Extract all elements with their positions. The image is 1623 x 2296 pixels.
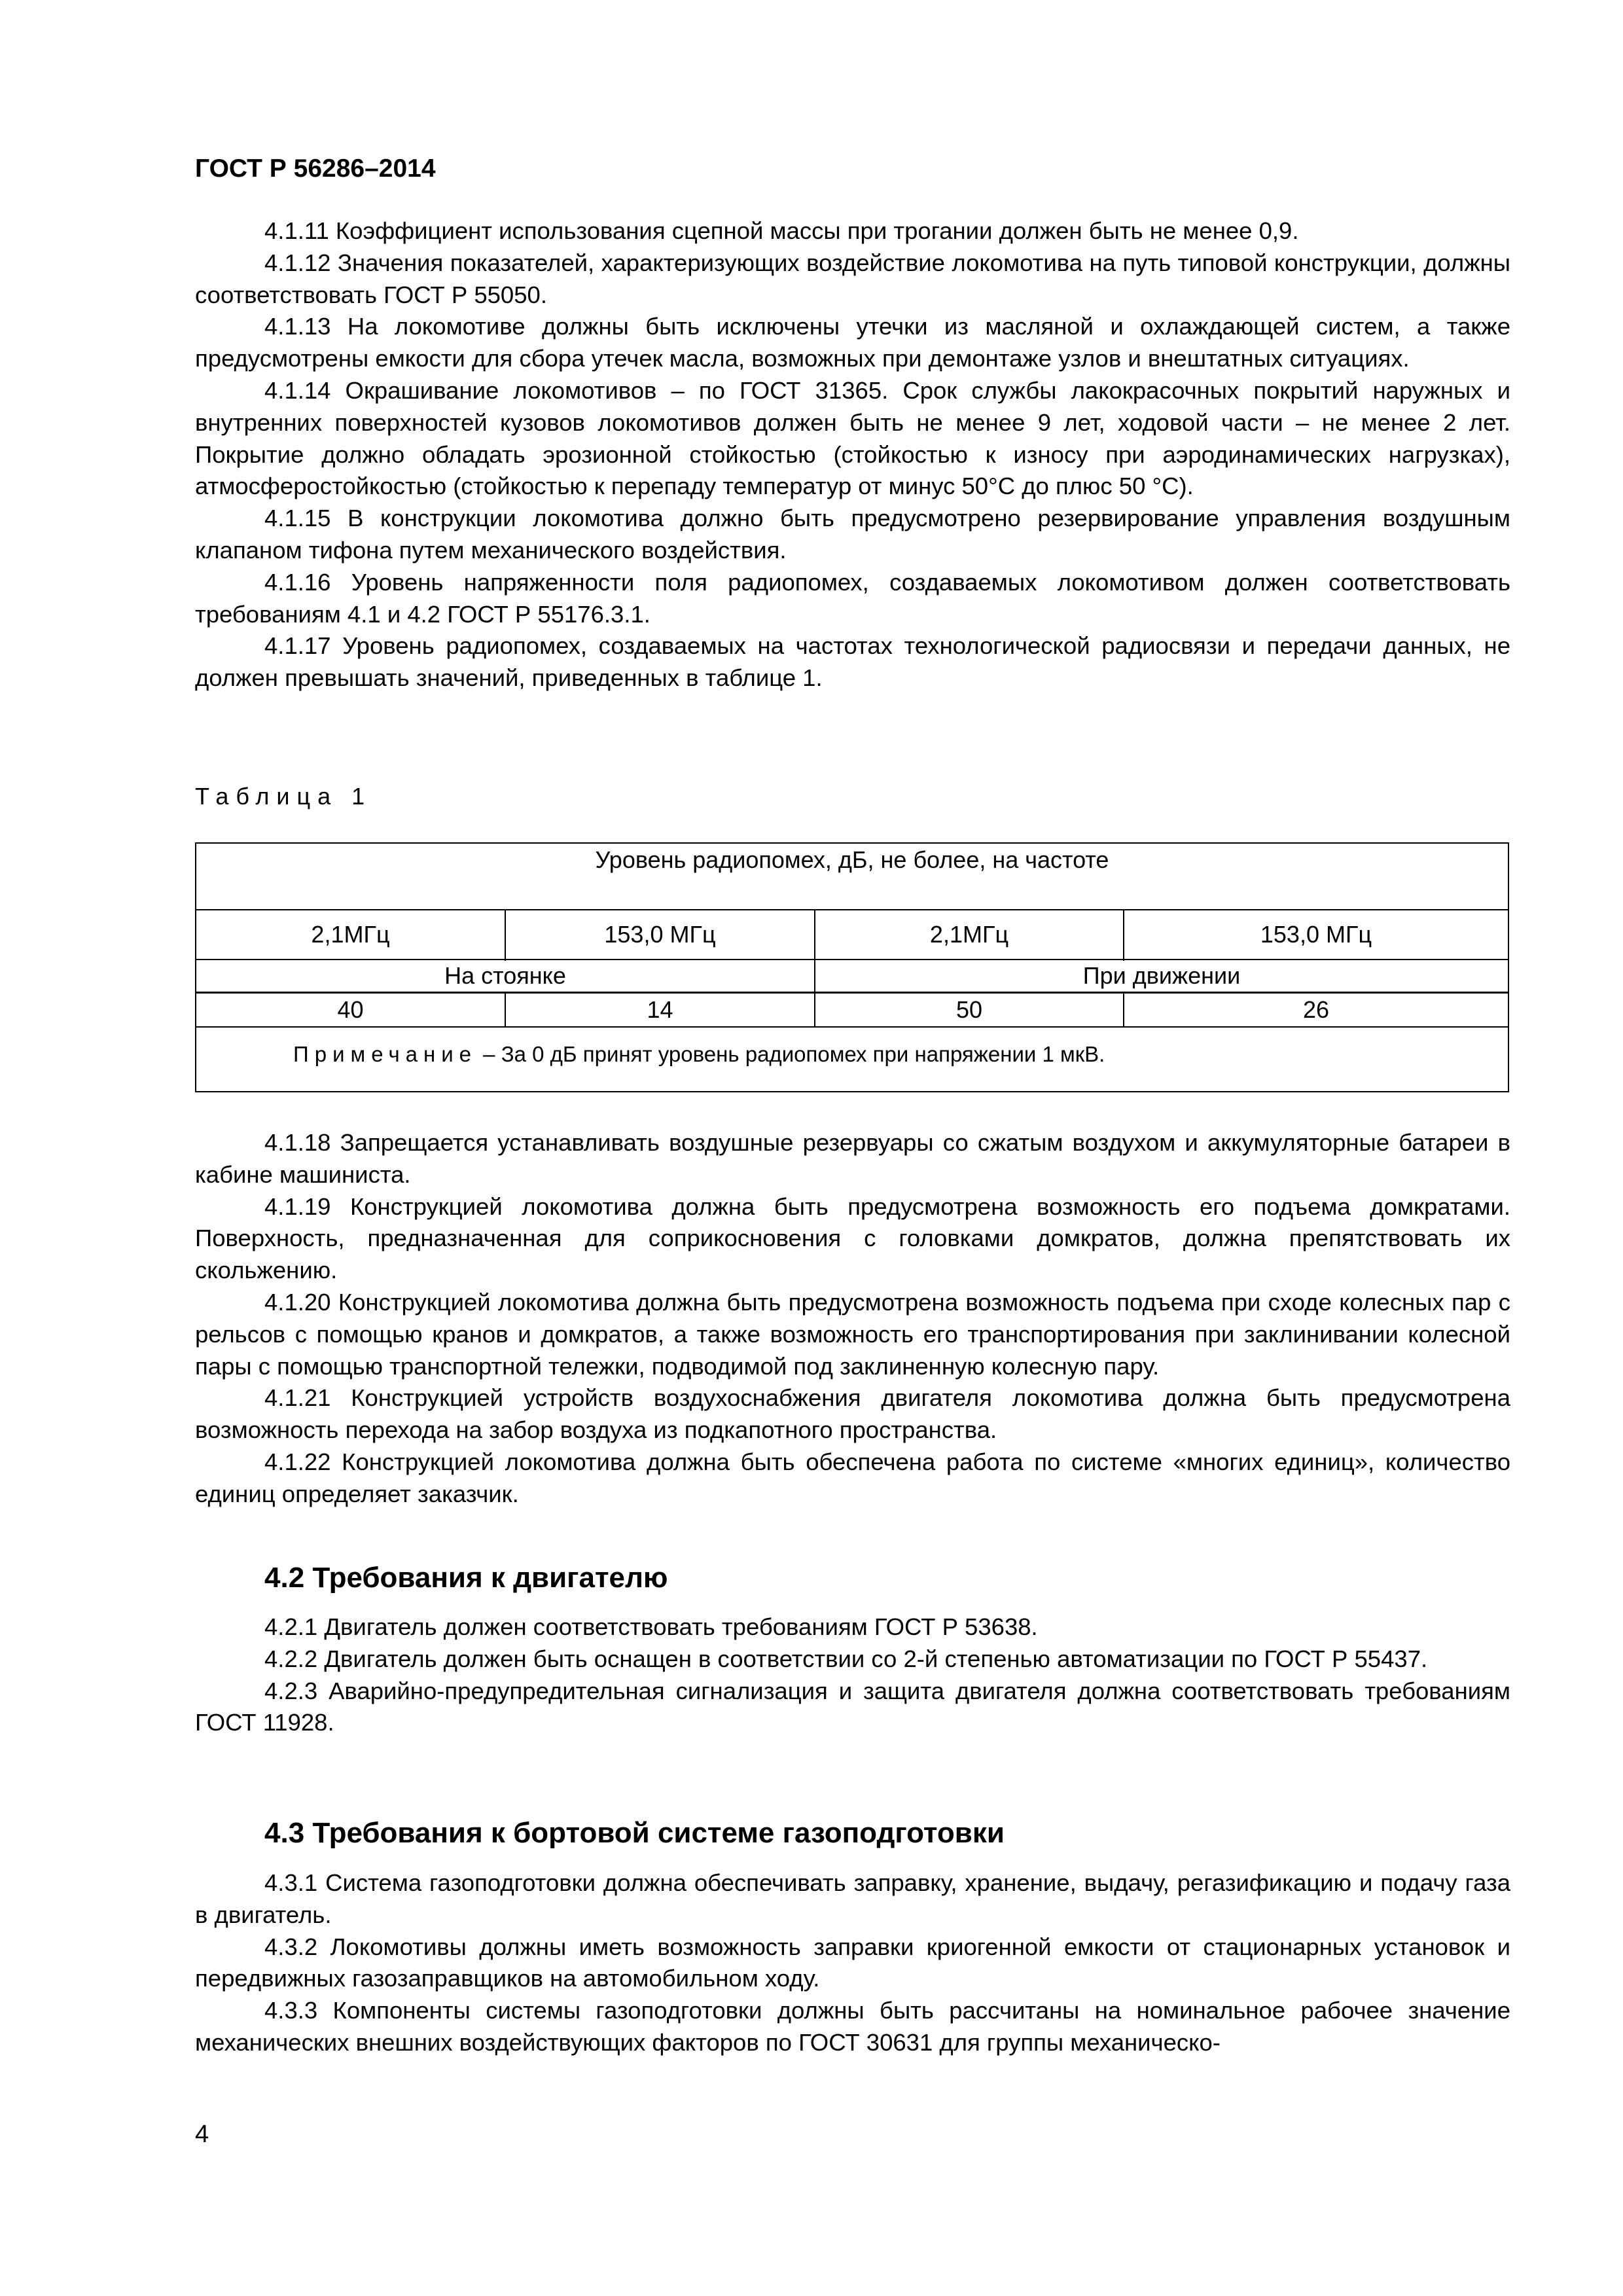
table-note-text: – За 0 дБ принят уровень радиопомех при напряжении 1 мкВ. <box>477 1042 1105 1066</box>
table-cell-frequency: 2,1МГц <box>929 921 1009 948</box>
table-cell-frequency: 2,1МГц <box>311 921 390 948</box>
section-4-3-paragraphs <box>195 1867 1510 2059</box>
paragraph-4-2-3: 4.2.3 Аварийно-предупредительная сигнализация и защита двигателя должна соответствовать требованиям ГОСТ 11928. <box>195 1677 1510 1736</box>
paragraph-4-1-14: 4.1.14 Окрашивание локомотивов – по ГОСТ 31365. Срок службы лакокрасочных покрытий наружных и внутренних поверхностей кузовов локомотивов должен быть не менее 9 лет, ходовой части – не менее 2 лет. Покрытие должно обладать эрозионной стойкостью (стойкостью к износу при аэродинамических нагрузках), атмосферостойкостью (стойкостью к перепаду температур от минус 50°С до плюс 50 °С). <box>195 376 1510 500</box>
table-divider <box>196 1026 1508 1028</box>
table-cell-value: 50 <box>955 996 983 1023</box>
section-heading-4-2: 4.2 Требования к двигателю <box>264 1562 668 1594</box>
paragraph-4-2-1: 4.2.1 Двигатель должен соответствовать требованиям ГОСТ Р 53638. <box>264 1613 1038 1640</box>
document-page <box>195 0 1510 2296</box>
paragraph-4-1-17: 4.1.17 Уровень радиопомех, создаваемых на частотах технологической радиосвязи и передачи данных, не должен превышать значений, приведенных в таблице 1. <box>195 632 1510 692</box>
table-cell-frequency: 153,0 МГц <box>1260 921 1372 948</box>
table-divider <box>1123 909 1124 961</box>
table-cell-group: При движении <box>1082 962 1241 989</box>
radio-interference-table <box>195 842 1509 1092</box>
paragraph-4-1-16: 4.1.16 Уровень напряженности поля радиопомех, создаваемых локомотивом должен соответствовать требованиям 4.1 и 4.2 ГОСТ Р 55176.3.1. <box>195 568 1510 628</box>
table-cell-group: На стоянке <box>444 962 566 989</box>
section-heading-4-3: 4.3 Требования к бортовой системе газоподготовки <box>264 1817 1005 1849</box>
paragraph-4-1-15: 4.1.15 В конструкции локомотива должно быть предусмотрено резервирование управления воздушным клапаном тифона путем механического воздействия. <box>195 505 1510 564</box>
paragraph-4-1-21: 4.1.21 Конструкцией устройств воздухоснабжения двигателя локомотива должна быть предусмотрена возможность перехода на забор воздуха из подкапотного пространства. <box>195 1384 1510 1444</box>
paragraph-4-1-18: 4.1.18 Запрещается устанавливать воздушные резервуары со сжатым воздухом и аккумуляторные батареи в кабине машиниста. <box>195 1129 1510 1188</box>
paragraph-4-1-13: 4.1.13 На локомотиве должны быть исключены утечки из масляной и охлаждающей систем, а также предусмотрены емкости для сбора утечек масла, возможных при демонтаже узлов и внештатных ситуациях. <box>195 313 1510 372</box>
section-4-1-paragraphs-part1 <box>195 215 1510 694</box>
table-header-cell: Уровень радиопомех, дБ, не более, на частоте <box>595 846 1109 873</box>
table-cell-frequency: 153,0 МГц <box>604 921 716 948</box>
table-note <box>293 1039 1105 1070</box>
table-cell-value: 14 <box>647 996 673 1023</box>
table-divider <box>814 909 815 1026</box>
table-label: Таблица 1 <box>195 783 372 810</box>
paragraph-4-3-3: 4.3.3 Компоненты системы газоподготовки должны быть рассчитаны на номинальное рабочее значение механических внешних воздействующих факторов по ГОСТ 30631 для группы механическо- <box>195 1997 1510 2056</box>
paragraph-4-3-1: 4.3.1 Система газоподготовки должна обеспечивать заправку, хранение, выдачу, регазификацию и подачу газа в двигатель. <box>195 1869 1510 1928</box>
table-divider <box>505 992 506 1026</box>
table-values-row <box>196 994 1508 1026</box>
table-note-prefix: Примечание <box>293 1042 478 1066</box>
paragraph-4-1-12: 4.1.12 Значения показателей, характеризующих воздействие локомотива на путь типовой конструкции, должны соответствовать ГОСТ Р 55050. <box>195 249 1510 308</box>
table-frequency-row <box>196 910 1508 959</box>
table-header-row <box>196 844 1508 909</box>
paragraph-4-3-2: 4.3.2 Локомотивы должны иметь возможность заправки криогенной емкости от стационарных установок и передвижных газозаправщиков на автомобильном ходу. <box>195 1933 1510 1992</box>
paragraph-4-2-2: 4.2.2 Двигатель должен быть оснащен в соответствии со 2-й степенью автоматизации по ГОСТ Р 55437. <box>264 1645 1428 1672</box>
table-divider <box>505 909 506 961</box>
paragraph-4-1-22: 4.1.22 Конструкцией локомотива должна быть обеспечена работа по системе «многих единиц», количество единиц определяет заказчик. <box>195 1448 1510 1507</box>
table-cell-value: 26 <box>1302 996 1330 1023</box>
document-header: ГОСТ Р 56286–2014 <box>195 154 436 183</box>
section-4-2-paragraphs <box>195 1611 1510 1739</box>
section-4-1-paragraphs-part2 <box>195 1127 1510 1511</box>
table-group-row <box>196 960 1508 992</box>
page-number: 4 <box>195 2121 209 2148</box>
table-divider <box>1123 992 1124 1026</box>
table-cell-value: 40 <box>337 996 364 1023</box>
paragraph-4-1-11: 4.1.11 Коэффициент использования сцепной массы при трогании должен быть не менее 0,9. <box>264 217 1299 244</box>
paragraph-4-1-20: 4.1.20 Конструкцией локомотива должна быть предусмотрена возможность подъема при сходе колесных пар с рельсов с помощью кранов и домкратов, а также возможность его транспортирования при заклинивании колесной пары с помощью транспортной тележки, подводимой под заклиненную колесную пару. <box>195 1288 1510 1380</box>
paragraph-4-1-19: 4.1.19 Конструкцией локомотива должна быть предусмотрена возможность его подъема домкратами. Поверхность, предназначенная для соприкосновения с головками домкратов, должна препятствовать их скольжению. <box>195 1193 1510 1284</box>
